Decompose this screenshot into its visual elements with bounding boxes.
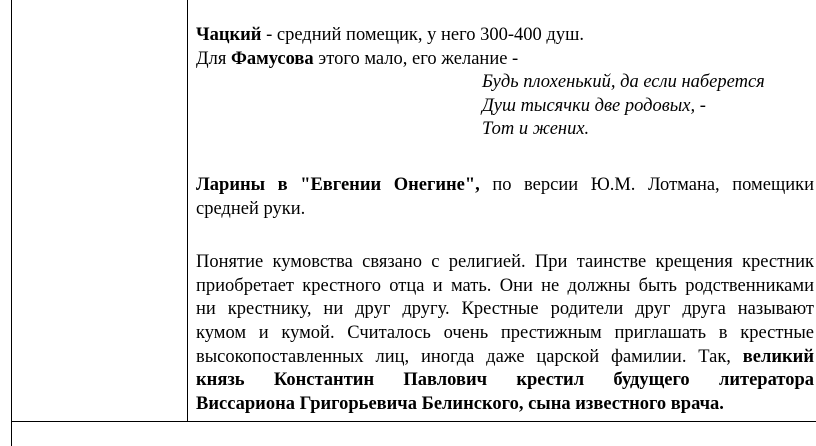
quote-line-2: Душ тысячки две родовых, - bbox=[482, 95, 706, 116]
kinship-line-2: приобретает крестного отца и мать. Они не должны быть родственниками bbox=[196, 275, 814, 296]
paragraph-famusov: Для Фамусова этого мало, его желание - bbox=[196, 48, 519, 69]
larins-bold: Ларины в "Евгении Онегине", bbox=[196, 174, 480, 195]
kinship-line-7: Виссариона Григорьевича Белинского, сына известного врача. bbox=[196, 393, 724, 414]
name-chatsky: Чацкий bbox=[196, 25, 262, 45]
kinship-line-4: кумом и кумой. Считалось очень престижным приглашать в крестные bbox=[196, 322, 814, 343]
kinship-line-5: высокопоставленных лиц, иногда даже царской фамилии. Так, великий bbox=[196, 346, 814, 367]
kinship-line-6: князь Константин Павлович крестил будущего литератора bbox=[196, 370, 814, 391]
kinship-line-1: Понятие кумовства связано с религией. При таинстве крещения крестник bbox=[196, 252, 814, 273]
quote-line-1: Будь плохенький, да если наберется bbox=[482, 72, 765, 93]
paragraph-larins: Ларины в "Евгении Онегине", по версии Ю.М. Лотмана, помещики bbox=[196, 174, 814, 195]
table-cell-content bbox=[196, 24, 814, 416]
table-bottom-border bbox=[11, 421, 816, 422]
larins-line-2: средней руки. bbox=[196, 198, 306, 219]
table-left-border bbox=[11, 0, 12, 446]
paragraph-chatsky: Чацкий - средний помещик, у него 300-400 душ. bbox=[196, 25, 584, 45]
table-column-divider bbox=[187, 0, 188, 421]
name-famusov: Фамусова bbox=[231, 48, 314, 69]
quote-line-3: Тот и жених. bbox=[482, 119, 590, 140]
kinship-line-3: ни крестнику, ни друг другу. Крестные родители друг друга называют bbox=[196, 299, 814, 320]
